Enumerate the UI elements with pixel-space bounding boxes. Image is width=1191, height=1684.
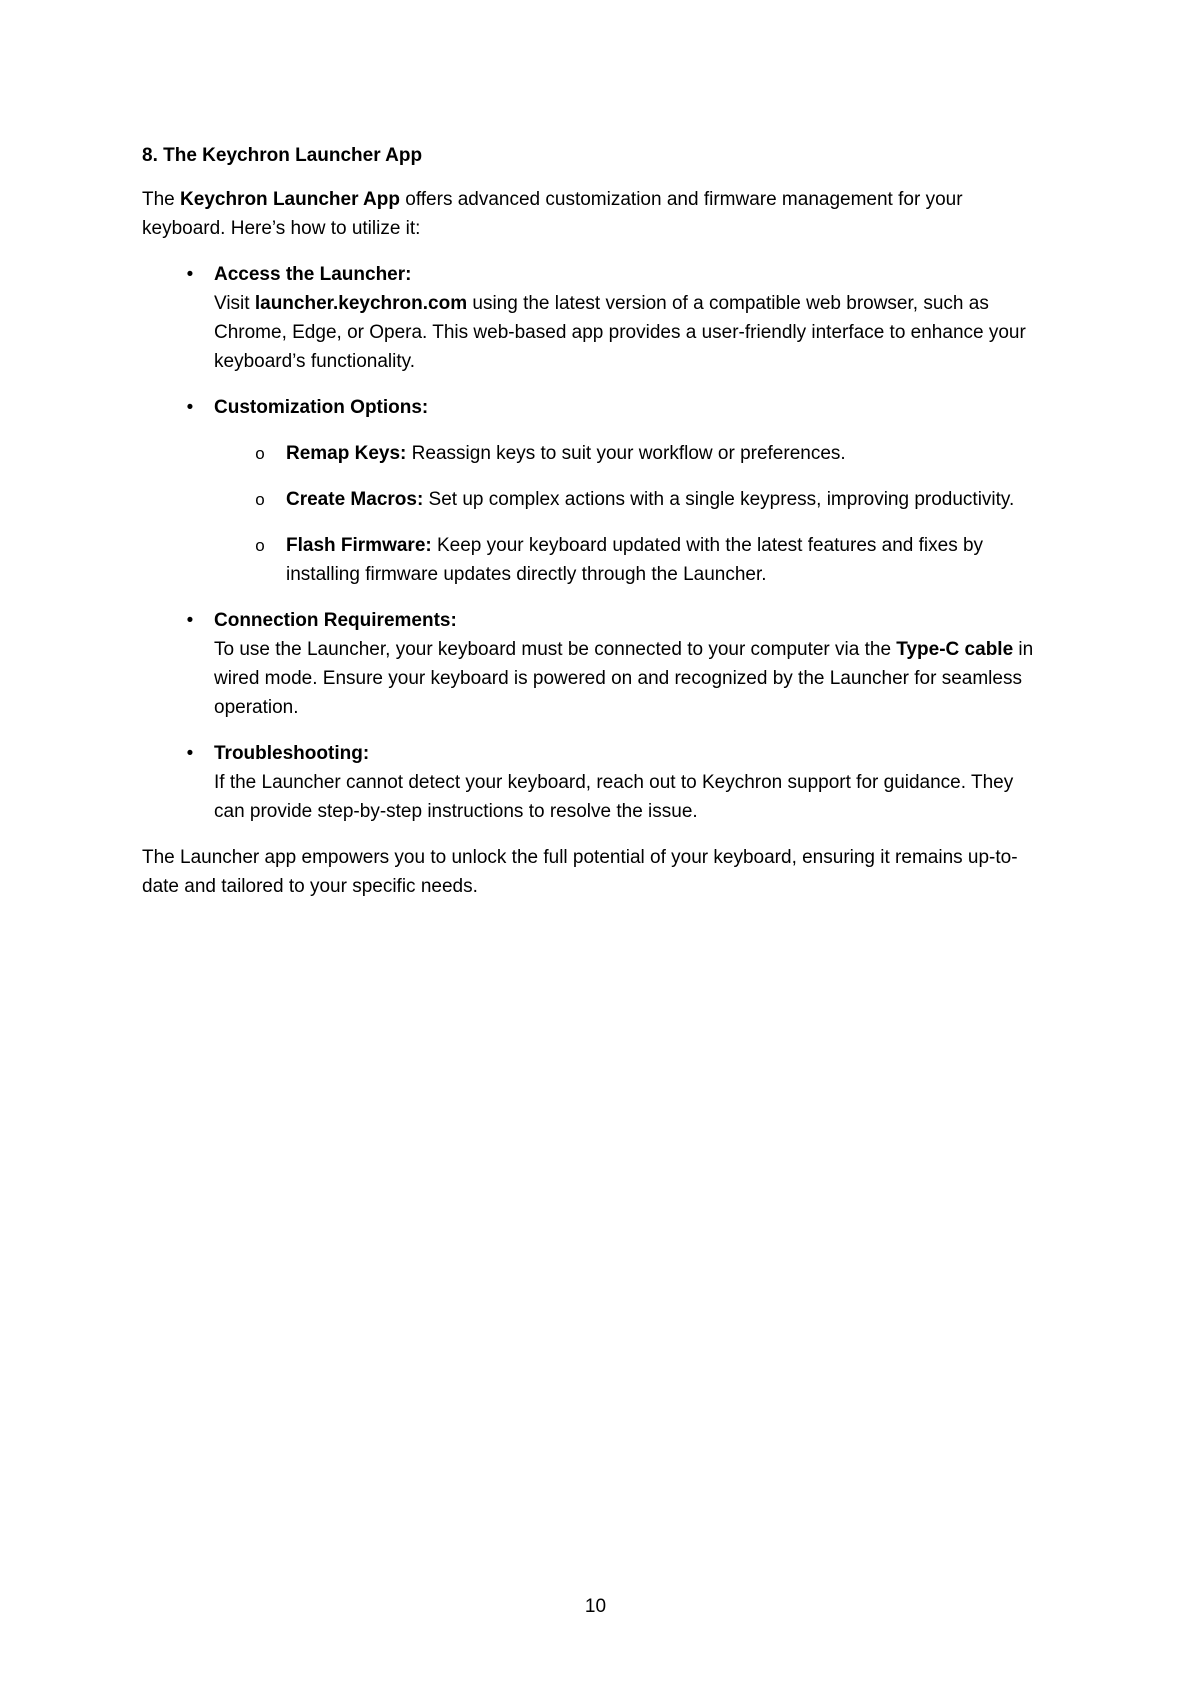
circle-bullet-icon: o <box>255 536 265 555</box>
bullet-customization-options <box>142 393 1042 422</box>
connection-prefix: To use the Launcher, your keyboard must be connected to your computer via the <box>214 639 897 660</box>
bullet-body: If the Launcher cannot detect your keyboard, reach out to Keychron support for guidance. They can provide step-by-step instructions to resolve the issue. <box>214 772 1014 822</box>
sub-item-text: Keep your keyboard updated with the latest features and fixes by installing firmware updates directly through the Launcher. <box>286 535 984 585</box>
access-prefix: Visit <box>214 293 255 314</box>
circle-bullet-icon: o <box>255 444 265 463</box>
access-suffix: using the latest version of a compatible web browser, such as Chrome, Edge, or Opera. This web-based app provides a user-friendly interface to enhance your keyboard’s functionality. <box>214 293 1026 372</box>
sub-item-text: Set up complex actions with a single keypress, improving productivity. <box>423 489 1015 510</box>
intro-paragraph <box>142 185 1042 243</box>
sub-item-label: Create Macros: <box>286 489 424 510</box>
intro-suffix: offers advanced customization and firmware management for your keyboard. Here’s how to utilize it: <box>142 189 963 239</box>
sub-item-label: Remap Keys: <box>286 443 407 464</box>
bullet-dot-icon: • <box>186 610 194 631</box>
sub-item-text: Reassign keys to suit your workflow or preferences. <box>406 443 846 464</box>
bullet-title: Troubleshooting: <box>214 743 370 764</box>
document-body <box>142 141 1042 918</box>
section-heading: 8. The Keychron Launcher App <box>142 145 423 166</box>
bullet-title: Access the Launcher: <box>214 264 412 285</box>
sub-item-create-macros <box>142 485 1042 514</box>
sub-item-flash-firmware <box>142 531 1042 589</box>
bullet-dot-icon: • <box>186 397 194 418</box>
sub-item-remap-keys <box>142 439 1042 468</box>
cable-type: Type-C cable <box>896 639 1014 660</box>
sub-item-label: Flash Firmware: <box>286 535 432 556</box>
bullet-title: Customization Options: <box>214 397 429 418</box>
launcher-url: launcher.keychron.com <box>254 293 468 314</box>
closing-paragraph: The Launcher app empowers you to unlock the full potential of your keyboard, ensuring it remains up-to-date and tailored to your specific needs. <box>142 847 1018 897</box>
bullet-dot-icon: • <box>186 743 194 764</box>
bullet-troubleshooting <box>142 739 1042 826</box>
intro-app-name: Keychron Launcher App <box>180 189 400 210</box>
circle-bullet-icon: o <box>255 490 265 509</box>
page-number: 10 <box>584 1596 607 1617</box>
bullet-body <box>214 635 1042 722</box>
intro-prefix: The <box>142 189 181 210</box>
bullet-connection-requirements <box>142 606 1042 722</box>
bullet-access-launcher <box>142 260 1042 376</box>
connection-suffix: in wired mode. Ensure your keyboard is powered on and recognized by the Launcher for seamless operation. <box>214 639 1034 718</box>
bullet-body <box>214 289 1042 376</box>
bullet-dot-icon: • <box>186 264 194 285</box>
bullet-title: Connection Requirements: <box>214 610 457 631</box>
